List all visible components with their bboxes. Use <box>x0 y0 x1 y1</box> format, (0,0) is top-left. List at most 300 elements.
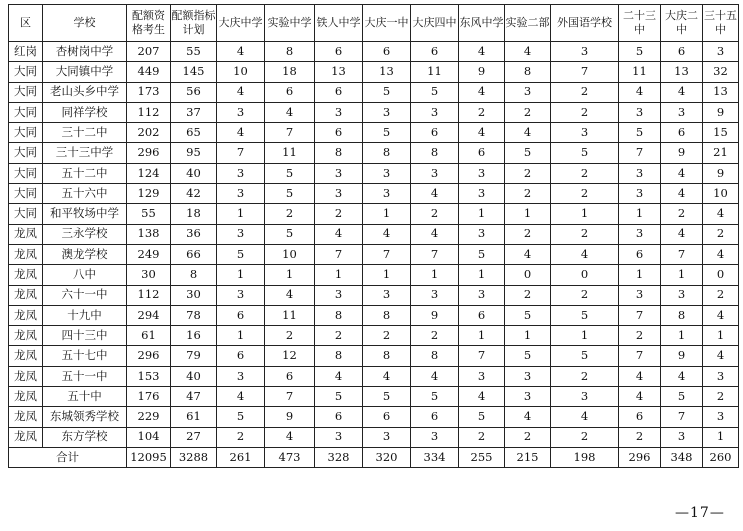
table-row <box>9 326 739 346</box>
value-cell: 1 <box>661 326 703 346</box>
value-cell: 9 <box>661 346 703 366</box>
value-cell: 8 <box>363 143 411 163</box>
table-row <box>9 387 739 407</box>
column-header: 配额资格考生 <box>127 5 171 42</box>
column-header: 学校 <box>43 5 127 42</box>
value-cell: 3 <box>217 285 265 305</box>
total-value-cell: 12095 <box>127 447 171 467</box>
school-cell: 五十二中 <box>43 163 127 183</box>
value-cell: 3 <box>363 163 411 183</box>
value-cell: 3 <box>363 427 411 447</box>
value-cell: 4 <box>505 244 551 264</box>
value-cell: 202 <box>127 123 171 143</box>
value-cell: 4 <box>265 427 315 447</box>
district-cell: 大同 <box>9 143 43 163</box>
value-cell: 9 <box>411 305 459 325</box>
value-cell: 3 <box>459 285 505 305</box>
value-cell: 4 <box>703 346 739 366</box>
value-cell: 1 <box>315 265 363 285</box>
value-cell: 8 <box>411 346 459 366</box>
value-cell: 4 <box>661 184 703 204</box>
value-cell: 3 <box>551 387 619 407</box>
value-cell: 4 <box>459 82 505 102</box>
value-cell: 3 <box>661 102 703 122</box>
value-cell: 4 <box>661 224 703 244</box>
value-cell: 2 <box>505 224 551 244</box>
value-cell: 2 <box>551 102 619 122</box>
value-cell: 4 <box>661 366 703 386</box>
table-row <box>9 62 739 82</box>
value-cell: 3 <box>459 184 505 204</box>
value-cell: 104 <box>127 427 171 447</box>
value-cell: 3 <box>217 366 265 386</box>
value-cell: 449 <box>127 62 171 82</box>
value-cell: 7 <box>217 143 265 163</box>
value-cell: 7 <box>363 244 411 264</box>
value-cell: 3 <box>459 224 505 244</box>
value-cell: 2 <box>661 204 703 224</box>
value-cell: 55 <box>127 204 171 224</box>
district-cell: 红岗 <box>9 42 43 62</box>
value-cell: 6 <box>315 123 363 143</box>
table-row <box>9 102 739 122</box>
value-cell: 6 <box>411 407 459 427</box>
total-label: 合计 <box>9 447 127 467</box>
district-cell: 大同 <box>9 184 43 204</box>
value-cell: 4 <box>265 285 315 305</box>
value-cell: 4 <box>661 82 703 102</box>
value-cell: 3 <box>411 285 459 305</box>
value-cell: 9 <box>661 143 703 163</box>
value-cell: 4 <box>265 102 315 122</box>
value-cell: 3 <box>703 366 739 386</box>
value-cell: 3 <box>411 163 459 183</box>
value-cell: 4 <box>619 387 661 407</box>
value-cell: 79 <box>171 346 217 366</box>
table-footer <box>9 447 739 467</box>
value-cell: 18 <box>171 204 217 224</box>
value-cell: 2 <box>703 387 739 407</box>
district-cell: 大同 <box>9 62 43 82</box>
value-cell: 0 <box>551 265 619 285</box>
total-row <box>9 447 739 467</box>
value-cell: 2 <box>505 285 551 305</box>
value-cell: 10 <box>217 62 265 82</box>
school-cell: 八中 <box>43 265 127 285</box>
value-cell: 4 <box>619 82 661 102</box>
value-cell: 6 <box>411 42 459 62</box>
value-cell: 40 <box>171 366 217 386</box>
value-cell: 4 <box>505 42 551 62</box>
value-cell: 13 <box>315 62 363 82</box>
value-cell: 7 <box>315 244 363 264</box>
value-cell: 8 <box>315 346 363 366</box>
total-value-cell: 260 <box>703 447 739 467</box>
value-cell: 37 <box>171 102 217 122</box>
value-cell: 3 <box>661 427 703 447</box>
value-cell: 2 <box>703 285 739 305</box>
value-cell: 4 <box>703 204 739 224</box>
school-cell: 和平牧场中学 <box>43 204 127 224</box>
value-cell: 8 <box>315 143 363 163</box>
value-cell: 296 <box>127 143 171 163</box>
value-cell: 1 <box>459 265 505 285</box>
value-cell: 294 <box>127 305 171 325</box>
value-cell: 3 <box>619 285 661 305</box>
table-row <box>9 407 739 427</box>
table-row <box>9 366 739 386</box>
school-cell: 五十七中 <box>43 346 127 366</box>
value-cell: 2 <box>703 224 739 244</box>
value-cell: 5 <box>363 123 411 143</box>
table-row <box>9 427 739 447</box>
value-cell: 2 <box>363 326 411 346</box>
value-cell: 11 <box>411 62 459 82</box>
value-cell: 8 <box>411 143 459 163</box>
district-cell: 龙凤 <box>9 407 43 427</box>
value-cell: 3 <box>459 366 505 386</box>
value-cell: 4 <box>411 184 459 204</box>
school-cell: 六十一中 <box>43 285 127 305</box>
value-cell: 4 <box>363 224 411 244</box>
value-cell: 6 <box>217 305 265 325</box>
value-cell: 9 <box>703 163 739 183</box>
value-cell: 1 <box>459 204 505 224</box>
value-cell: 6 <box>661 42 703 62</box>
value-cell: 4 <box>459 123 505 143</box>
column-header: 大庆一中 <box>363 5 411 42</box>
value-cell: 5 <box>363 387 411 407</box>
district-cell: 大同 <box>9 82 43 102</box>
value-cell: 7 <box>661 407 703 427</box>
value-cell: 5 <box>551 143 619 163</box>
value-cell: 4 <box>315 224 363 244</box>
table-header <box>9 5 739 42</box>
value-cell: 6 <box>265 366 315 386</box>
value-cell: 3 <box>703 407 739 427</box>
column-header: 东风中学 <box>459 5 505 42</box>
school-cell: 同祥学校 <box>43 102 127 122</box>
value-cell: 5 <box>265 224 315 244</box>
value-cell: 1 <box>459 326 505 346</box>
district-cell: 大同 <box>9 123 43 143</box>
value-cell: 3 <box>703 42 739 62</box>
value-cell: 2 <box>411 326 459 346</box>
value-cell: 3 <box>619 184 661 204</box>
value-cell: 36 <box>171 224 217 244</box>
value-cell: 6 <box>459 305 505 325</box>
value-cell: 4 <box>315 366 363 386</box>
value-cell: 3 <box>505 82 551 102</box>
total-value-cell: 296 <box>619 447 661 467</box>
value-cell: 7 <box>411 244 459 264</box>
value-cell: 0 <box>505 265 551 285</box>
value-cell: 129 <box>127 184 171 204</box>
quota-allocation-table <box>8 4 739 468</box>
value-cell: 1 <box>619 265 661 285</box>
value-cell: 3 <box>315 163 363 183</box>
value-cell: 7 <box>265 387 315 407</box>
value-cell: 5 <box>661 387 703 407</box>
value-cell: 3 <box>363 102 411 122</box>
value-cell: 61 <box>171 407 217 427</box>
column-header: 区 <box>9 5 43 42</box>
school-cell: 老山头乡中学 <box>43 82 127 102</box>
value-cell: 4 <box>551 407 619 427</box>
value-cell: 8 <box>315 305 363 325</box>
value-cell: 4 <box>703 244 739 264</box>
school-cell: 三永学校 <box>43 224 127 244</box>
value-cell: 3 <box>315 184 363 204</box>
value-cell: 13 <box>363 62 411 82</box>
value-cell: 1 <box>411 265 459 285</box>
value-cell: 5 <box>217 407 265 427</box>
value-cell: 6 <box>661 123 703 143</box>
value-cell: 2 <box>265 326 315 346</box>
value-cell: 4 <box>459 42 505 62</box>
school-cell: 十九中 <box>43 305 127 325</box>
column-header: 铁人中学 <box>315 5 363 42</box>
value-cell: 65 <box>171 123 217 143</box>
value-cell: 4 <box>217 42 265 62</box>
value-cell: 7 <box>661 244 703 264</box>
value-cell: 8 <box>661 305 703 325</box>
value-cell: 3 <box>315 285 363 305</box>
total-value-cell: 261 <box>217 447 265 467</box>
value-cell: 4 <box>619 366 661 386</box>
district-cell: 龙凤 <box>9 346 43 366</box>
value-cell: 229 <box>127 407 171 427</box>
value-cell: 7 <box>619 143 661 163</box>
value-cell: 66 <box>171 244 217 264</box>
value-cell: 7 <box>619 305 661 325</box>
value-cell: 13 <box>661 62 703 82</box>
value-cell: 3 <box>505 387 551 407</box>
value-cell: 16 <box>171 326 217 346</box>
value-cell: 4 <box>551 244 619 264</box>
value-cell: 207 <box>127 42 171 62</box>
district-cell: 龙凤 <box>9 285 43 305</box>
value-cell: 6 <box>315 42 363 62</box>
value-cell: 249 <box>127 244 171 264</box>
value-cell: 2 <box>505 102 551 122</box>
school-cell: 东方学校 <box>43 427 127 447</box>
value-cell: 1 <box>551 326 619 346</box>
value-cell: 2 <box>505 184 551 204</box>
value-cell: 10 <box>703 184 739 204</box>
value-cell: 21 <box>703 143 739 163</box>
value-cell: 5 <box>411 387 459 407</box>
value-cell: 6 <box>459 143 505 163</box>
value-cell: 5 <box>363 82 411 102</box>
value-cell: 6 <box>265 82 315 102</box>
value-cell: 176 <box>127 387 171 407</box>
value-cell: 6 <box>619 407 661 427</box>
value-cell: 4 <box>411 224 459 244</box>
table-row <box>9 224 739 244</box>
column-header: 外国语学校 <box>551 5 619 42</box>
value-cell: 4 <box>459 387 505 407</box>
table-row <box>9 305 739 325</box>
value-cell: 3 <box>363 184 411 204</box>
table-row <box>9 346 739 366</box>
value-cell: 7 <box>551 62 619 82</box>
column-header: 二十三中 <box>619 5 661 42</box>
value-cell: 4 <box>217 123 265 143</box>
value-cell: 138 <box>127 224 171 244</box>
value-cell: 3 <box>551 42 619 62</box>
table-row <box>9 285 739 305</box>
value-cell: 2 <box>551 82 619 102</box>
district-cell: 龙凤 <box>9 224 43 244</box>
value-cell: 5 <box>411 82 459 102</box>
total-value-cell: 473 <box>265 447 315 467</box>
total-value-cell: 198 <box>551 447 619 467</box>
value-cell: 8 <box>505 62 551 82</box>
value-cell: 95 <box>171 143 217 163</box>
value-cell: 3 <box>619 102 661 122</box>
value-cell: 1 <box>217 265 265 285</box>
value-cell: 78 <box>171 305 217 325</box>
value-cell: 3 <box>217 163 265 183</box>
value-cell: 4 <box>411 366 459 386</box>
value-cell: 3 <box>459 163 505 183</box>
column-header: 大庆四中 <box>411 5 459 42</box>
value-cell: 2 <box>265 204 315 224</box>
value-cell: 3 <box>619 224 661 244</box>
value-cell: 145 <box>171 62 217 82</box>
value-cell: 12 <box>265 346 315 366</box>
value-cell: 1 <box>505 326 551 346</box>
value-cell: 9 <box>703 102 739 122</box>
value-cell: 3 <box>363 285 411 305</box>
value-cell: 30 <box>127 265 171 285</box>
value-cell: 1 <box>363 204 411 224</box>
district-cell: 龙凤 <box>9 326 43 346</box>
value-cell: 4 <box>363 366 411 386</box>
table-row <box>9 184 739 204</box>
value-cell: 5 <box>459 407 505 427</box>
value-cell: 30 <box>171 285 217 305</box>
value-cell: 2 <box>505 163 551 183</box>
district-cell: 龙凤 <box>9 387 43 407</box>
value-cell: 5 <box>619 123 661 143</box>
district-cell: 龙凤 <box>9 244 43 264</box>
column-header: 实验二部 <box>505 5 551 42</box>
value-cell: 6 <box>619 244 661 264</box>
district-cell: 龙凤 <box>9 305 43 325</box>
value-cell: 3 <box>411 427 459 447</box>
school-cell: 澳龙学校 <box>43 244 127 264</box>
total-value-cell: 328 <box>315 447 363 467</box>
value-cell: 5 <box>619 42 661 62</box>
page-number: —17— <box>675 505 725 521</box>
value-cell: 1 <box>703 427 739 447</box>
value-cell: 18 <box>265 62 315 82</box>
value-cell: 10 <box>265 244 315 264</box>
value-cell: 3 <box>551 123 619 143</box>
column-header: 大庆二中 <box>661 5 703 42</box>
value-cell: 1 <box>265 265 315 285</box>
value-cell: 6 <box>363 407 411 427</box>
value-cell: 11 <box>265 143 315 163</box>
value-cell: 112 <box>127 285 171 305</box>
district-cell: 龙凤 <box>9 366 43 386</box>
value-cell: 3 <box>315 102 363 122</box>
value-cell: 13 <box>703 82 739 102</box>
value-cell: 4 <box>661 163 703 183</box>
value-cell: 4 <box>505 123 551 143</box>
table-row <box>9 82 739 102</box>
value-cell: 40 <box>171 163 217 183</box>
value-cell: 173 <box>127 82 171 102</box>
value-cell: 2 <box>411 204 459 224</box>
value-cell: 2 <box>315 204 363 224</box>
value-cell: 5 <box>217 244 265 264</box>
value-cell: 2 <box>551 224 619 244</box>
value-cell: 11 <box>265 305 315 325</box>
table-row <box>9 204 739 224</box>
value-cell: 6 <box>315 407 363 427</box>
school-cell: 三十三中学 <box>43 143 127 163</box>
column-header: 实验中学 <box>265 5 315 42</box>
district-cell: 龙凤 <box>9 265 43 285</box>
table-row <box>9 244 739 264</box>
value-cell: 2 <box>551 285 619 305</box>
total-value-cell: 320 <box>363 447 411 467</box>
value-cell: 3 <box>217 102 265 122</box>
value-cell: 5 <box>505 346 551 366</box>
value-cell: 2 <box>459 102 505 122</box>
value-cell: 2 <box>217 427 265 447</box>
value-cell: 296 <box>127 346 171 366</box>
value-cell: 7 <box>459 346 505 366</box>
value-cell: 4 <box>703 305 739 325</box>
value-cell: 3 <box>661 285 703 305</box>
value-cell: 15 <box>703 123 739 143</box>
school-cell: 大同镇中学 <box>43 62 127 82</box>
value-cell: 3 <box>411 102 459 122</box>
school-cell: 东城领秀学校 <box>43 407 127 427</box>
value-cell: 2 <box>459 427 505 447</box>
value-cell: 1 <box>363 265 411 285</box>
column-header: 三十五中 <box>703 5 739 42</box>
value-cell: 5 <box>265 163 315 183</box>
value-cell: 1 <box>505 204 551 224</box>
value-cell: 3 <box>217 224 265 244</box>
header-row <box>9 5 739 42</box>
district-cell: 大同 <box>9 102 43 122</box>
value-cell: 1 <box>619 204 661 224</box>
value-cell: 3 <box>619 163 661 183</box>
school-cell: 三十二中 <box>43 123 127 143</box>
value-cell: 7 <box>619 346 661 366</box>
value-cell: 7 <box>265 123 315 143</box>
value-cell: 1 <box>217 204 265 224</box>
table-row <box>9 163 739 183</box>
school-cell: 杏树岗中学 <box>43 42 127 62</box>
value-cell: 6 <box>411 123 459 143</box>
school-cell: 五十一中 <box>43 366 127 386</box>
value-cell: 3 <box>315 427 363 447</box>
value-cell: 4 <box>505 407 551 427</box>
value-cell: 2 <box>551 427 619 447</box>
value-cell: 27 <box>171 427 217 447</box>
school-cell: 五十中 <box>43 387 127 407</box>
value-cell: 2 <box>505 427 551 447</box>
value-cell: 6 <box>217 346 265 366</box>
value-cell: 4 <box>217 387 265 407</box>
